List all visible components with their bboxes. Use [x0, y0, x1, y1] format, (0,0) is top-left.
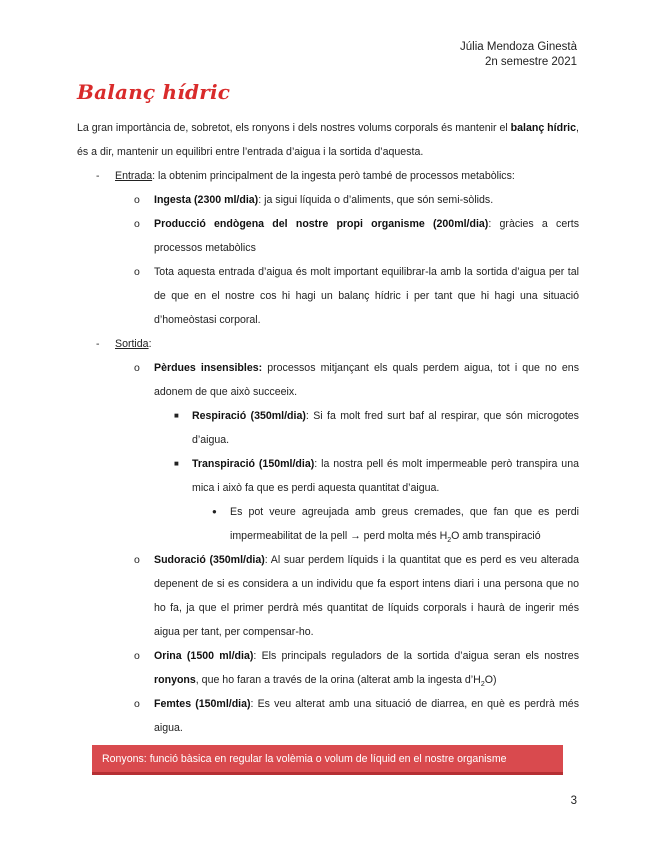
dash-bullet: -: [96, 170, 100, 182]
square-bullet: ■: [174, 411, 179, 420]
list-item-transpiracio: ■ Transpiració (150ml/dia): la nostra pell és molt impermeable però transpira una mica i això fa que es perdi aquesta quantitat d’aigua.: [77, 452, 579, 500]
circle-bullet: o: [134, 554, 140, 566]
circle-bullet: o: [134, 650, 140, 662]
dot-bullet: ●: [212, 507, 217, 516]
entrada-label: Entrada: [115, 170, 153, 182]
intro-paragraph: La gran importància de, sobretot, els ronyons i dels nostres volums corporals és mantenir el balanç hídric, és a dir, mantenir un equilibri entre l’entrada d’aigua i la sortida d’aquesta.: [77, 122, 579, 158]
page-title: Balanç hídric: [77, 80, 231, 104]
author-name: Júlia Mendoza Ginestà: [460, 41, 577, 53]
page-header: [460, 40, 577, 70]
list-item-sortida: - Sortida:: [77, 332, 579, 356]
sortida-label: Sortida: [115, 338, 149, 350]
circle-bullet: o: [134, 218, 140, 230]
semester-label: 2n semestre 2021: [484, 56, 577, 68]
circle-bullet: o: [134, 698, 140, 710]
document-body: [77, 116, 579, 740]
page-number: 3: [570, 795, 577, 807]
circle-bullet: o: [134, 194, 140, 206]
list-item-perdues: o Pèrdues insensibles: processos mitjançant els quals perdem aigua, tot i que no ens adonem de que això succeeix.: [77, 356, 579, 404]
list-item-respiracio: ■ Respiració (350ml/dia): Si fa molt fred surt baf al respirar, que són microgotes d’aigua.: [77, 404, 579, 452]
list-item-entrada: - Entrada: la obtenim principalment de la ingesta però també de processos metabòlics:: [77, 164, 579, 188]
circle-bullet: o: [134, 266, 140, 278]
list-item-sudoracio: o Sudoració (350ml/dia): Al suar perdem líquids i la quantitat que es perd es veu alterada depenent de si es considera a un individu que fa esport intens diari i una persona que no ho fa, ja que el primer perdrà més quantitat de líquids corporals i haurà de ingerir més aigua per tant, per compensar-ho.: [77, 548, 579, 644]
square-bullet: ■: [174, 459, 179, 468]
callout-box: Ronyons: funció bàsica en regular la volèmia o volum de líquid en el nostre organisme: [92, 745, 563, 775]
intro-bold-term: balanç hídric: [510, 122, 577, 134]
list-item-cremades: ● Es pot veure agreujada amb greus cremades, que fan que es perdi impermeabilitat de la pell → perd molta més $H_2O$ amb transpiració: [77, 500, 579, 548]
list-item-produccio: o Producció endògena del nostre propi organisme (200ml/dia): gràcies a certs processos metabòlics: [77, 212, 579, 260]
list-item-femtes: o Femtes (150ml/dia): Es veu alterat amb una situació de diarrea, en què es perdrà més aigua.: [77, 692, 579, 740]
circle-bullet: o: [134, 362, 140, 374]
list-item-ingesta: o Ingesta (2300 ml/dia): ja sigui líquida o d’aliments, que són semi-sòlids.: [77, 188, 579, 212]
dash-bullet: -: [96, 338, 100, 350]
list-item-equilibri: o Tota aquesta entrada d’aigua és molt important equilibrar-la amb la sortida d’aigua per tal de que en el nostre cos hi hagi un balanç hídric i per tant que hi hagi una situació d’homeòstasi corporal.: [77, 260, 579, 332]
list-item-orina: o Orina (1500 ml/dia): Els principals reguladors de la sortida d’aigua seran els nostres ronyons, que ho faran a través de la orina (alterat amb la ingesta $d’H_2O$): [77, 644, 579, 692]
